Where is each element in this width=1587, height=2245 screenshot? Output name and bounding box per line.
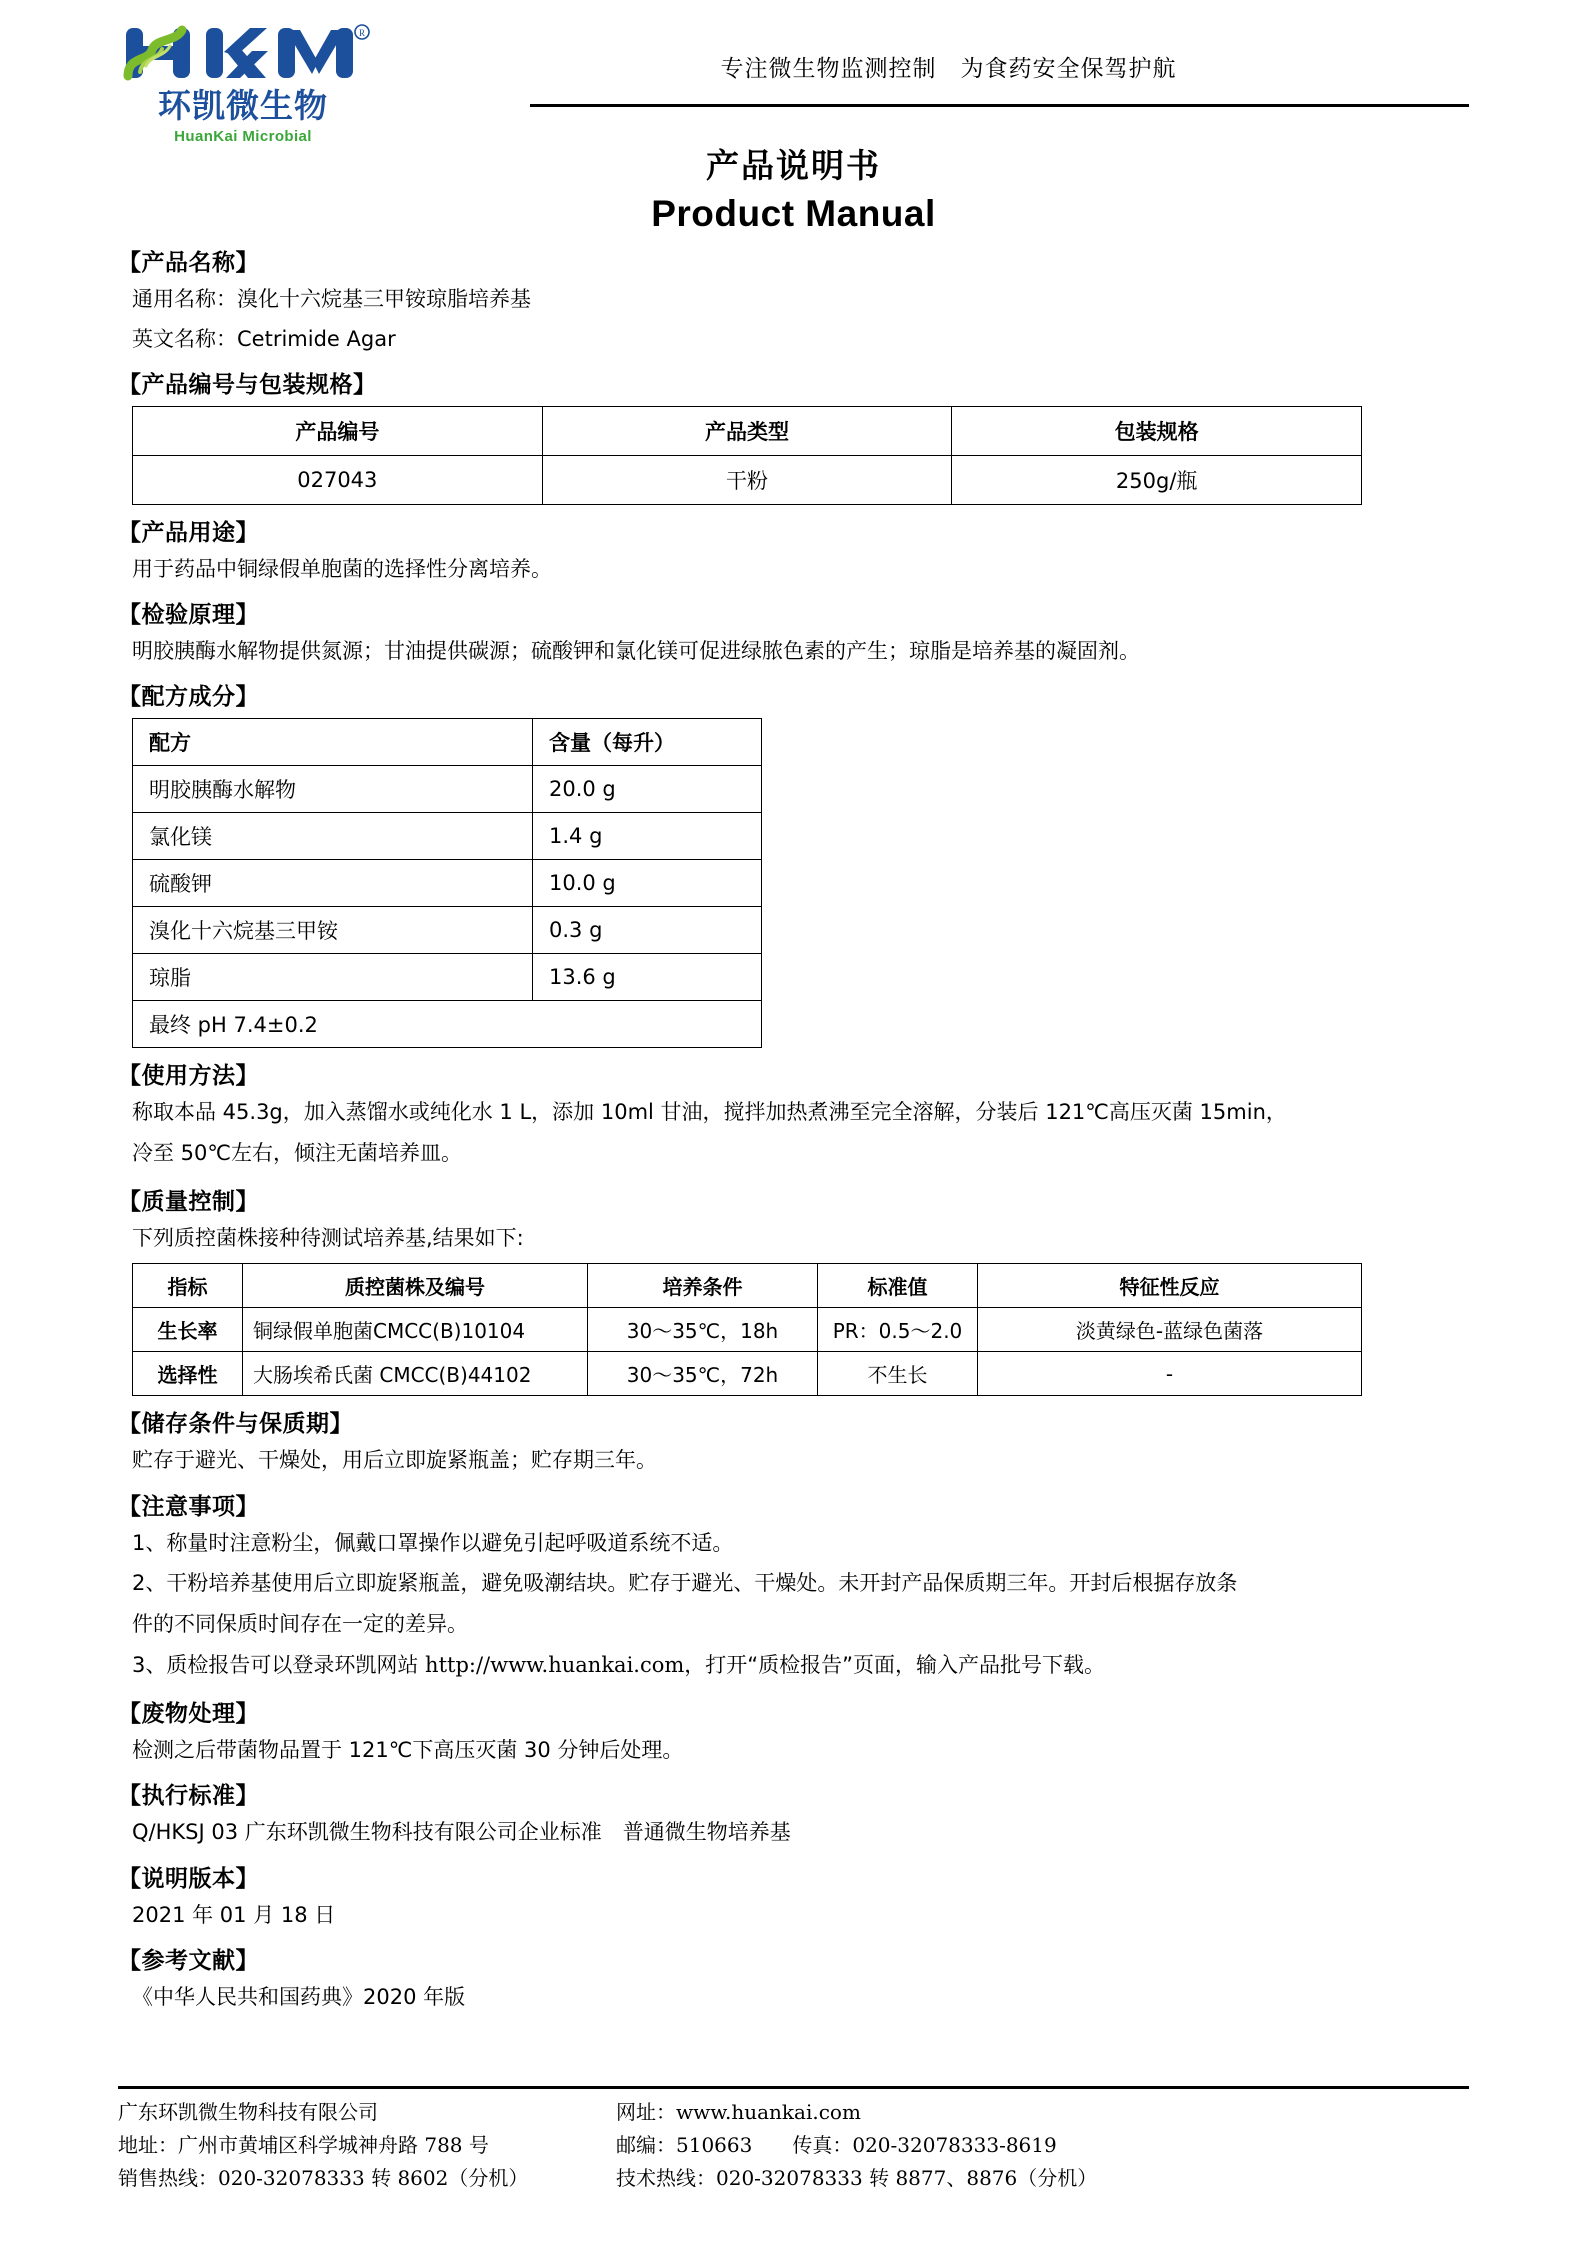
page-header [118,0,1469,145]
version-text: 2021 年 01 月 18 日 [132,1902,336,1927]
english-name-row [132,321,1469,357]
section-heading-storage: 【储存条件与保质期】 [118,1411,353,1438]
cell-standard-value: 不生长 [818,1352,978,1396]
cell-amount: 13.6 g [533,954,762,1001]
table-row [133,456,1362,505]
section-heading-waste: 【废物处理】 [118,1701,259,1728]
cell-amount: 20.0 g [533,766,762,813]
notes-list [132,1523,1469,1687]
cell-indicator: 选择性 [133,1352,243,1396]
col-formula: 配方 [133,719,533,766]
cell-characteristic-reaction: - [978,1352,1362,1396]
generic-name-label: 通用名称： [132,287,237,311]
table-header-row [133,719,762,766]
note-item-2-line-2: 件的不同保质时间存在一定的差异。 [132,1612,468,1637]
col-indicator: 指标 [133,1264,243,1308]
page-title-cn: 产品说明书 [706,146,881,185]
section-heading-purpose: 【产品用途】 [118,520,259,547]
col-product-code: 产品编号 [133,407,543,456]
formula-table [132,718,762,1048]
page-title-en: Product Manual [651,193,936,234]
cell-amount: 10.0 g [533,860,762,907]
table-row [133,1352,1362,1396]
table-row [133,766,762,813]
table-row [133,860,762,907]
hkm-logo-icon [118,22,370,84]
note-3-prefix: 3、质检报告可以登录环凯网站 [132,1653,426,1678]
table-row [133,813,762,860]
footer-contact-grid [118,2096,1469,2195]
section-heading-usage: 【使用方法】 [118,1063,259,1090]
note-item-1: 1、称量时注意粉尘，佩戴口罩操作以避免引起呼吸道系统不适。 [132,1530,734,1555]
cell-conditions: 30～35℃，72h [588,1352,818,1396]
col-product-type: 产品类型 [542,407,952,456]
section-heading-reference: 【参考文献】 [118,1947,259,1974]
svg-text:R: R [358,28,366,38]
footer-company-name: 广东环凯微生物科技有限公司 [118,2100,378,2124]
generic-name-value: 溴化十六烷基三甲铵琼脂培养基 [237,287,531,311]
section-heading-notes: 【注意事项】 [118,1493,259,1520]
usage-line-1: 称取本品 45.3g，加入蒸馏水或纯化水 1 L，添加 10ml 甘油，搅拌加热煮沸至完全溶解，分装后 121℃高压灭菌 15min， [132,1100,1287,1125]
waste-text: 检测之后带菌物品置于 121℃下高压灭菌 30 分钟后处理。 [132,1738,684,1763]
generic-name-row [132,281,1469,317]
cell-standard-value: PR：0.5～2.0 [818,1308,978,1352]
logo-english-name: HuanKai Microbial [174,128,312,145]
section-heading-formula: 【配方成分】 [118,684,259,711]
footer-sales-hotline: 销售热线：020-32078333 转 8602（分机） [118,2166,529,2190]
note-item-3 [132,1645,1469,1686]
table-header-row [133,407,1362,456]
col-strain: 质控菌株及编号 [243,1264,588,1308]
cell-conditions: 30～35℃，18h [588,1308,818,1352]
cell-ingredient: 硫酸钾 [133,860,533,907]
footer-website[interactable]: 网址：www.huankai.com [616,2100,861,2124]
section-heading-product-name: 【产品名称】 [118,250,259,276]
quality-control-table [132,1263,1362,1396]
footer-address: 地址：广州市黄埔区科学城神舟路 788 号 [118,2133,489,2157]
usage-line-2: 冷至 50℃左右，倾注无菌培养皿。 [132,1141,462,1166]
cell-final-ph: 最终 pH 7.4±0.2 [133,1001,762,1048]
reference-text: 《中华人民共和国药典》2020 年版 [132,1984,466,2009]
table-row-ph [133,1001,762,1048]
cell-product-code: 027043 [133,456,543,505]
cell-ingredient: 明胶胰酶水解物 [133,766,533,813]
table-header-row [133,1264,1362,1308]
col-content-per-liter: 含量（每升） [533,719,762,766]
footer-tech-hotline: 技术热线：020-32078333 转 8877、8876（分机） [616,2166,1098,2190]
quality-control-intro: 下列质控菌株接种待测试培养基,结果如下: [132,1226,524,1251]
company-logo [118,0,388,145]
purpose-text: 用于药品中铜绿假单胞菌的选择性分离培养。 [132,557,552,582]
company-tagline: 专注微生物监测控制 为食药安全保驾护航 [720,56,1177,82]
col-standard-value: 标准值 [818,1264,978,1308]
principle-text: 明胶胰酶水解物提供氮源；甘油提供碳源；硫酸钾和氯化镁可促进绿脓色素的产生；琼脂是培养基的凝固剂。 [132,639,1140,664]
cell-ingredient: 琼脂 [133,954,533,1001]
table-row [133,1308,1362,1352]
footer-divider [118,2086,1469,2089]
cell-ingredient: 氯化镁 [133,813,533,860]
table-row [133,907,762,954]
cell-amount: 0.3 g [533,907,762,954]
section-heading-version: 【说明版本】 [118,1865,259,1892]
note-item-2-line-1: 2、干粉培养基使用后立即旋紧瓶盖，避免吸潮结块。贮存于避光、干燥处。未开封产品保质期三年。开封后根据存放条 [132,1571,1238,1596]
english-name-label: 英文名称： [132,327,237,352]
cell-ingredient: 溴化十六烷基三甲铵 [133,907,533,954]
note-3-suffix: ，打开“质检报告”页面，输入产品批号下载。 [684,1653,1106,1678]
cell-package-spec: 250g/瓶 [952,456,1362,505]
footer-right-column [588,2096,1469,2195]
col-package-spec: 包装规格 [952,407,1362,456]
cell-strain: 大肠埃希氏菌 CMCC(B)44102 [243,1352,588,1396]
cell-characteristic-reaction: 淡黄绿色-蓝绿色菌落 [978,1308,1362,1352]
storage-text: 贮存于避光、干燥处，用后立即旋紧瓶盖；贮存期三年。 [132,1448,657,1473]
huankai-website-link[interactable]: http://www.huankai.com [425,1653,685,1678]
page-footer [118,2086,1469,2195]
section-heading-quality-control: 【质量控制】 [118,1189,259,1216]
cell-product-type: 干粉 [542,456,952,505]
standard-text: Q/HKSJ 03 广东环凯微生物科技有限公司企业标准 普通微生物培养基 [132,1820,791,1845]
section-heading-principle: 【检验原理】 [118,602,259,629]
cell-strain: 铜绿假单胞菌CMCC(B)10104 [243,1308,588,1352]
cell-indicator: 生长率 [133,1308,243,1352]
tagline-area [388,0,1469,83]
usage-text [132,1092,1469,1174]
footer-postcode-fax: 邮编：510663 传真：020-32078333-8619 [616,2133,1057,2157]
footer-left-column [118,2096,588,2195]
section-heading-standard: 【执行标准】 [118,1783,259,1810]
cell-amount: 1.4 g [533,813,762,860]
section-heading-code-spec: 【产品编号与包装规格】 [118,372,377,399]
product-code-table [132,406,1362,505]
logo-chinese-name: 环凯微生物 [158,86,328,125]
header-divider [530,104,1469,107]
table-row [133,954,762,1001]
english-name-value: Cetrimide Agar [237,327,396,352]
col-characteristic-reaction: 特征性反应 [978,1264,1362,1308]
col-conditions: 培养条件 [588,1264,818,1308]
